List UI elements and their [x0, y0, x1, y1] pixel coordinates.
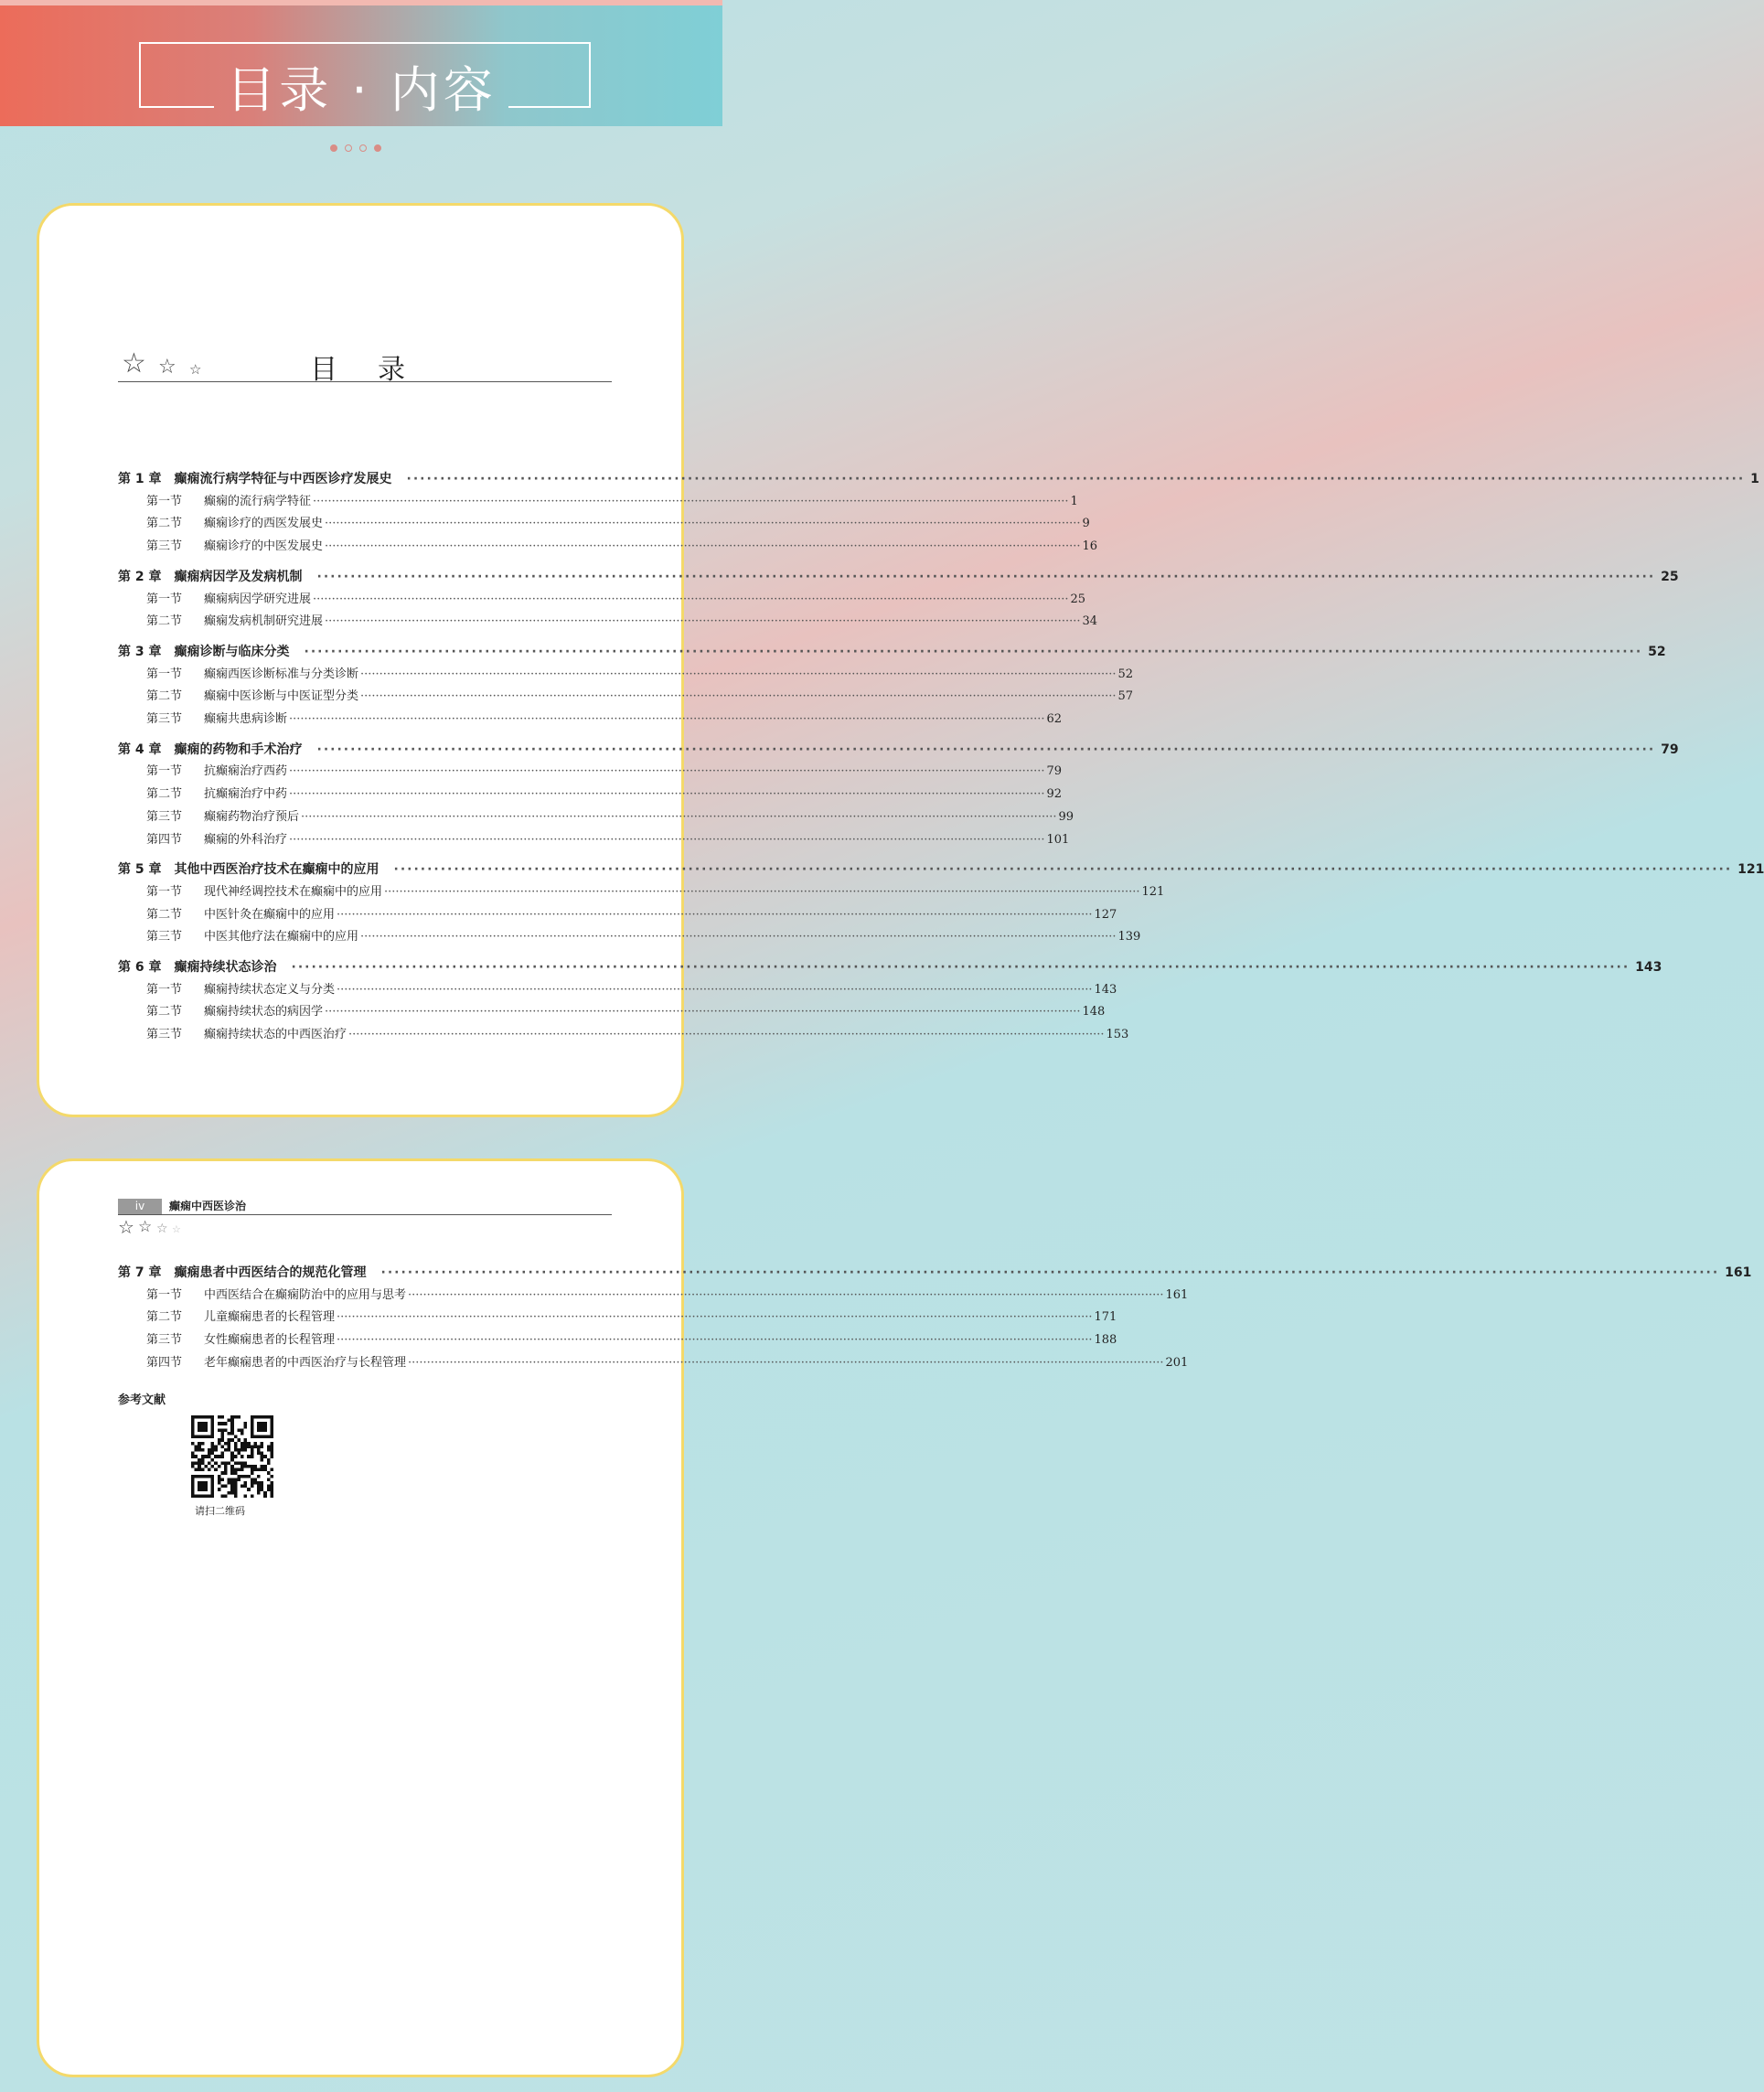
- toc-section-entry[interactable]: [146, 763, 1063, 780]
- toc-section-number: 第二节: [146, 517, 183, 531]
- toc-section-number: 第四节: [146, 1355, 183, 1370]
- toc-entry-title: 癫痫诊疗的西医发展史: [204, 517, 324, 531]
- star-icon: ☆: [172, 1223, 181, 1235]
- toc-page-number: 1: [1070, 494, 1078, 508]
- carousel-dot[interactable]: [359, 144, 367, 152]
- toc-entry-title: 中医针灸在癫痫中的应用: [204, 907, 336, 922]
- toc-leader-dots: ········································································································································································································: [325, 517, 1081, 531]
- toc-entry-title: 中医其他疗法在癫痫中的应用: [204, 930, 359, 945]
- toc-chapter-entry[interactable]: [118, 471, 1759, 487]
- running-header-title: 癫痫中西医诊治: [169, 1200, 247, 1212]
- toc-leader-dots: ········································································································································································································: [325, 614, 1081, 629]
- toc-page-number: 161: [1165, 1287, 1189, 1302]
- toc-section-number: 第一节: [146, 667, 183, 681]
- star-icon: ☆: [158, 356, 176, 379]
- toc-page-number: 9: [1082, 517, 1090, 531]
- toc-heading-rule: [118, 343, 612, 386]
- toc-section-entry[interactable]: [146, 786, 1063, 803]
- toc-section-number: 第二节: [146, 689, 183, 704]
- toc-section-number: 第二节: [146, 787, 183, 802]
- toc-entry-title: 中西医结合在癫痫防治中的应用与思考: [204, 1287, 407, 1302]
- toc-section-number: 第三节: [146, 1333, 183, 1348]
- toc-entry-title: 第 5 章 其他中西医治疗技术在癫痫中的应用: [118, 862, 380, 878]
- toc-chapter-entry[interactable]: [118, 861, 1764, 878]
- toc-section-number: 第三节: [146, 930, 183, 945]
- toc-section-entry[interactable]: [146, 884, 1165, 901]
- toc-entry-title: 抗癫痫治疗中药: [204, 787, 288, 802]
- toc-page-number: 99: [1058, 809, 1074, 824]
- toc-page-number: 25: [1661, 569, 1679, 584]
- toc-leader-dots: ········································································································································································································: [360, 689, 1117, 704]
- carousel-dot[interactable]: [330, 144, 337, 152]
- toc-page-number: 139: [1117, 930, 1141, 945]
- toc-entry-title: 抗癫痫治疗西药: [204, 764, 288, 779]
- star-icon: ☆: [138, 1218, 153, 1236]
- toc-page-number: 79: [1661, 742, 1679, 757]
- toc-section-entry[interactable]: [146, 592, 1086, 608]
- toc-entry-title: 儿童癫痫患者的长程管理: [204, 1310, 336, 1325]
- toc-section-entry[interactable]: [146, 539, 1098, 555]
- toc-section-number: 第一节: [146, 764, 183, 779]
- toc-page-number: 188: [1094, 1333, 1117, 1348]
- toc-section-number: 第一节: [146, 592, 183, 606]
- toc-leader-dots: ········································································································································································································: [408, 1287, 1164, 1302]
- toc-entry-title: 癫痫持续状态的中西医治疗: [204, 1028, 347, 1042]
- toc-page-number: 127: [1094, 907, 1117, 922]
- toc-leader-dots: ········································································································································································································: [337, 1310, 1093, 1325]
- toc-entry-title: 第 7 章 癫痫患者中西医结合的规范化管理: [118, 1265, 367, 1280]
- toc-section-entry[interactable]: [146, 711, 1063, 728]
- toc-page-number: 201: [1165, 1355, 1189, 1370]
- toc-entry-title: 第 4 章 癫痫的药物和手术治疗: [118, 742, 303, 757]
- toc-leader-dots: ········································································································································································································: [301, 809, 1057, 824]
- toc-leader-dots: ········································································································································································································: [289, 764, 1045, 779]
- toc-leader-dots: ········································································································································································································: [348, 1028, 1105, 1042]
- toc-page-number: 25: [1070, 592, 1086, 606]
- toc-section-number: 第二节: [146, 1310, 183, 1325]
- toc-entry-title: 老年癫痫患者的中西医治疗与长程管理: [204, 1355, 407, 1370]
- carousel-indicator: [330, 144, 381, 152]
- toc-section-number: 第二节: [146, 1005, 183, 1019]
- toc-section-entry[interactable]: [146, 809, 1074, 826]
- toc-section-number: 第二节: [146, 614, 183, 629]
- toc-section-entry[interactable]: [146, 1004, 1106, 1020]
- toc-entry-title: 癫痫共患病诊断: [204, 712, 288, 726]
- toc-page-number: 121: [1141, 884, 1165, 899]
- toc-leader-dots: ········································································································································································································: [337, 982, 1093, 997]
- toc-leader-dots: ········································································································································································································: [289, 712, 1045, 726]
- toc-leader-dots: ········································································································································································································: [313, 592, 1069, 606]
- toc-entry-title: 女性癫痫患者的长程管理: [204, 1333, 336, 1348]
- toc-entry-title: 癫痫发病机制研究进展: [204, 614, 324, 629]
- toc-entry-title: 第 1 章 癫痫流行病学特征与中西医诊疗发展史: [118, 472, 392, 486]
- toc-entry-title: 癫痫的外科治疗: [204, 832, 288, 847]
- toc-section-entry[interactable]: [146, 1332, 1117, 1349]
- toc-entry-title: 癫痫病因学研究进展: [204, 592, 312, 606]
- toc-page-number: 161: [1725, 1265, 1752, 1280]
- toc-page-number: 101: [1046, 832, 1070, 847]
- toc-leader-dots: ········································································································································································································: [325, 539, 1081, 554]
- toc-section-entry[interactable]: [146, 494, 1078, 510]
- toc-page-number: 121: [1737, 862, 1764, 878]
- toc-section-entry[interactable]: [146, 1287, 1189, 1304]
- toc-page-number: 148: [1082, 1005, 1106, 1019]
- toc-leader-dots: ········································································································································································································: [380, 1265, 1720, 1280]
- toc-section-entry[interactable]: [146, 1027, 1129, 1043]
- toc-section-number: 第一节: [146, 982, 183, 997]
- toc-leader-dots: ········································································································································································································: [289, 832, 1045, 847]
- toc-page-number: 79: [1046, 764, 1063, 779]
- toc-page-2: [37, 1158, 1752, 2077]
- toc-leader-dots: ········································································································································································································: [384, 884, 1140, 899]
- toc-section-entry[interactable]: [146, 516, 1090, 532]
- carousel-dot[interactable]: [374, 144, 381, 152]
- toc-page-number: 1: [1750, 472, 1759, 486]
- toc-leader-dots: ········································································································································································································: [316, 569, 1656, 584]
- toc-section-entry[interactable]: [146, 929, 1141, 945]
- toc-page-number: 143: [1094, 982, 1117, 997]
- toc-heading: 目录: [310, 354, 445, 386]
- toc-entry-title: 癫痫持续状态定义与分类: [204, 982, 336, 997]
- star-icon: ☆: [122, 347, 146, 379]
- references-entry[interactable]: 参考文献: [118, 1393, 166, 1407]
- star-icon: ☆: [189, 361, 202, 378]
- toc-page-number: 171: [1094, 1310, 1117, 1325]
- toc-section-number: 第三节: [146, 539, 183, 554]
- toc-page-number: 34: [1082, 614, 1098, 629]
- toc-entry-title: 现代神经调控技术在癫痫中的应用: [204, 884, 383, 899]
- toc-leader-dots: ········································································································································································································: [406, 472, 1746, 486]
- toc-chapter-entry[interactable]: [118, 959, 1662, 976]
- toc-leader-dots: ········································································································································································································: [313, 494, 1069, 508]
- banner-title: 目录 · 内容: [226, 61, 497, 119]
- toc-section-number: 第一节: [146, 1287, 183, 1302]
- toc-page-number: 143: [1635, 960, 1662, 975]
- toc-entry-title: 癫痫药物治疗预后: [204, 809, 300, 824]
- toc-leader-dots: ········································································································································································································: [291, 960, 1630, 975]
- toc-page-number: 52: [1117, 667, 1134, 681]
- toc-section-number: 第一节: [146, 494, 183, 508]
- toc-page-number: 16: [1082, 539, 1098, 554]
- toc-leader-dots: ········································································································································································································: [289, 787, 1045, 802]
- toc-section-entry[interactable]: [146, 982, 1117, 998]
- toc-section-entry[interactable]: [146, 614, 1098, 630]
- star-icon: ☆: [156, 1222, 168, 1236]
- toc-section-entry[interactable]: [146, 832, 1070, 849]
- toc-leader-dots: ········································································································································································································: [337, 907, 1093, 922]
- toc-entry-title: 癫痫的流行病学特征: [204, 494, 312, 508]
- toc-section-number: 第三节: [146, 712, 183, 726]
- qr-caption: 请扫二维码: [195, 1505, 245, 1517]
- toc-entry-title: 癫痫持续状态的病因学: [204, 1005, 324, 1019]
- toc-entry-title: 癫痫中医诊断与中医证型分类: [204, 689, 359, 704]
- toc-page-number: 52: [1648, 644, 1666, 659]
- toc-page-number: 62: [1046, 712, 1063, 726]
- toc-section-number: 第三节: [146, 809, 183, 824]
- toc-leader-dots: ········································································································································································································: [337, 1333, 1093, 1348]
- star-icon: ☆: [118, 1216, 134, 1238]
- toc-entry-title: 癫痫诊疗的中医发展史: [204, 539, 324, 554]
- toc-page-1: [37, 203, 1764, 1117]
- toc-section-number: 第三节: [146, 1028, 183, 1042]
- running-header: [118, 1199, 612, 1215]
- toc-section-number: 第二节: [146, 907, 183, 922]
- toc-section-entry[interactable]: [146, 688, 1134, 705]
- toc-chapter-entry[interactable]: [118, 742, 1679, 758]
- page-number-tag: iv: [118, 1199, 162, 1214]
- toc-entry-title: 第 6 章 癫痫持续状态诊治: [118, 960, 277, 975]
- toc-chapter-entry[interactable]: [118, 1265, 1752, 1281]
- toc-entry-title: 癫痫西医诊断标准与分类诊断: [204, 667, 359, 681]
- toc-page-number: 153: [1106, 1028, 1129, 1042]
- toc-section-number: 第一节: [146, 884, 183, 899]
- header-banner: [0, 5, 722, 126]
- toc-section-entry[interactable]: [146, 667, 1134, 683]
- toc-leader-dots: ········································································································································································································: [325, 1005, 1081, 1019]
- toc-leader-dots: ········································································································································································································: [304, 644, 1643, 659]
- toc-section-entry[interactable]: [146, 1309, 1117, 1326]
- toc-entry-title: 第 2 章 癫痫病因学及发病机制: [118, 569, 303, 584]
- toc-entry-title: 第 3 章 癫痫诊断与临床分类: [118, 644, 290, 659]
- toc-section-number: 第四节: [146, 832, 183, 847]
- toc-section-entry[interactable]: [146, 1355, 1189, 1372]
- toc-leader-dots: ········································································································································································································: [393, 862, 1733, 878]
- toc-page-number: 57: [1117, 689, 1134, 704]
- toc-section-entry[interactable]: [146, 907, 1117, 923]
- carousel-dot[interactable]: [345, 144, 352, 152]
- toc-leader-dots: ········································································································································································································: [408, 1355, 1164, 1370]
- toc-chapter-entry[interactable]: [118, 569, 1679, 585]
- toc-leader-dots: ········································································································································································································: [360, 667, 1117, 681]
- toc-page-number: 92: [1046, 787, 1063, 802]
- toc-leader-dots: ········································································································································································································: [316, 742, 1656, 757]
- qr-code-image[interactable]: [191, 1415, 273, 1498]
- toc-leader-dots: ········································································································································································································: [360, 930, 1117, 945]
- toc-chapter-entry[interactable]: [118, 644, 1666, 660]
